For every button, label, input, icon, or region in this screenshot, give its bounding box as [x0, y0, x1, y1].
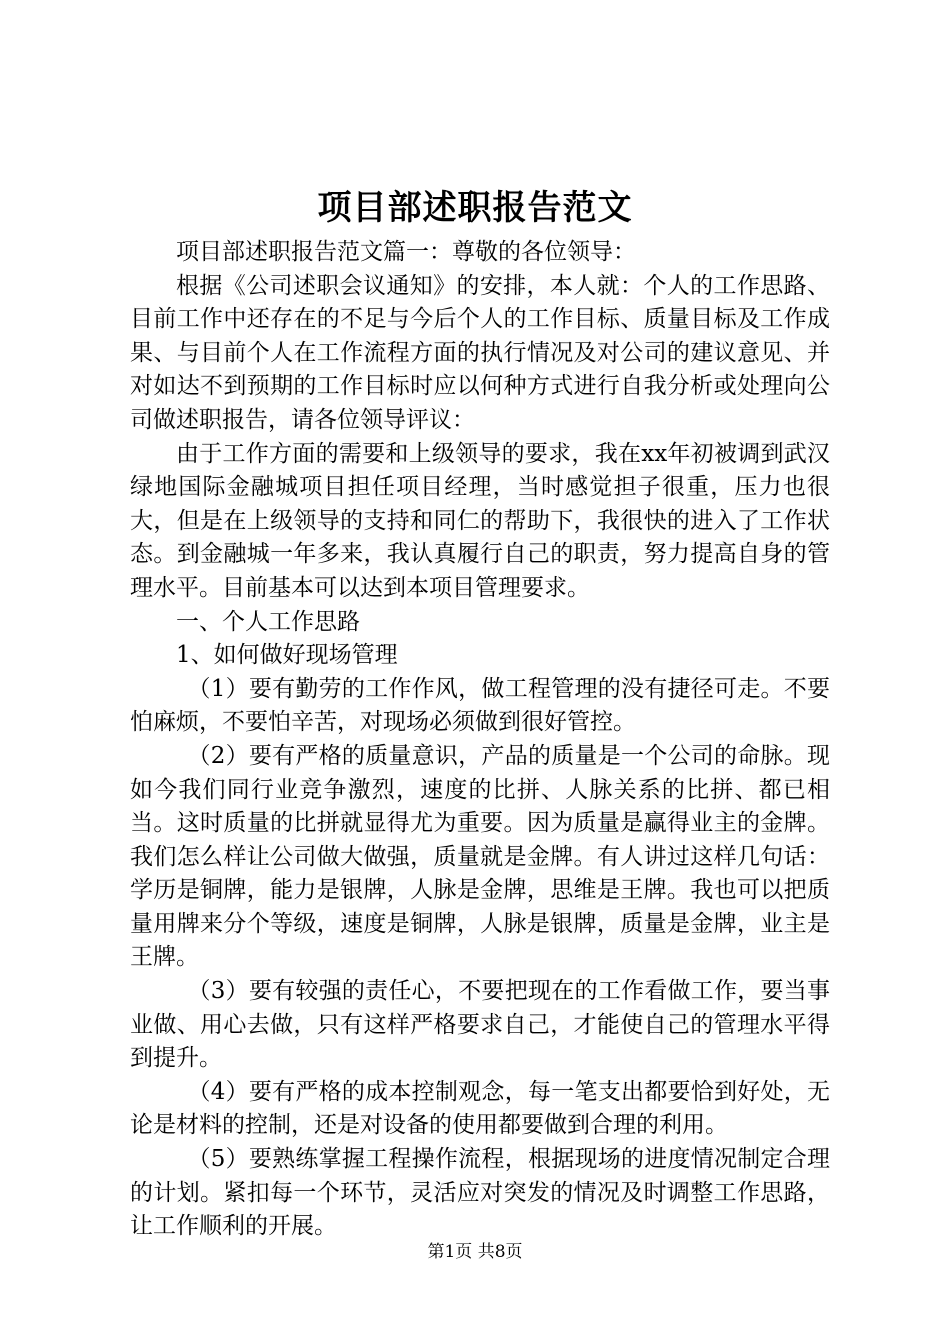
page-number-footer: 第1页 共8页 — [427, 1242, 523, 1262]
list-item: （2）要有严格的质量意识，产品的质量是一个公司的命脉。现如今我们同行业竞争激烈，速度的比拼、人脉关系的比拼、都已相当。这时质量的比拼就显得尤为重要。因为质量是赢得业主的金牌。我们怎么样让公司做大做强，质量就是金牌。有人讲过这样几句话：学历是铜牌，能力是银牌，人脉是金牌，思维是王牌。我也可以把质量用牌来分个等级，速度是铜牌，人脉是银牌，质量是金牌，业主是王牌。 — [130, 742, 830, 971]
document-body — [130, 236, 830, 1244]
paragraph-greeting: 项目部述职报告范文篇一：尊敬的各位领导： — [176, 239, 636, 265]
list-item: （5）要熟练掌握工程操作流程，根据现场的进度情况制定合理的计划。紧扣每一个环节，灵活应对突发的情况及时调整工作思路，让工作顺利的开展。 — [130, 1146, 830, 1240]
list-item: （1）要有勤劳的工作作风，做工程管理的没有捷径可走。不要怕麻烦，不要怕辛苦，对现场必须做到很好管控。 — [130, 675, 830, 736]
paragraph-intro: 根据《公司述职会议通知》的安排，本人就：个人的工作思路、目前工作中还存在的不足与今后个人的工作目标、质量目标及工作成果、与目前个人在工作流程方面的执行情况及对公司的建议意见、并对如达不到预期的工作目标时应以何种方式进行自我分析或处理向公司做述职报告，请各位领导评议： — [130, 272, 830, 433]
section-heading: 一、个人工作思路 — [176, 608, 360, 635]
subsection-heading: 1、如何做好现场管理 — [176, 642, 398, 669]
list-item: （3）要有较强的责任心，不要把现在的工作看做工作，要当事业做、用心去做，只有这样严格要求自己，才能使自己的管理水平得到提升。 — [130, 978, 830, 1072]
document-title: 项目部述职报告范文 — [317, 188, 633, 228]
paragraph-background: 由于工作方面的需要和上级领导的要求，我在xx年初被调到武汉绿地国际金融城项目担任项目经理，当时感觉担子很重，压力也很大，但是在上级领导的支持和同仁的帮助下，我很快的进入了工作状态。到金融城一年多来，我认真履行自己的职责，努力提高自身的管理水平。目前基本可以达到本项目管理要求。 — [130, 440, 830, 601]
list-item: （4）要有严格的成本控制观念，每一笔支出都要恰到好处，无论是材料的控制，还是对设备的使用都要做到合理的利用。 — [130, 1078, 830, 1139]
